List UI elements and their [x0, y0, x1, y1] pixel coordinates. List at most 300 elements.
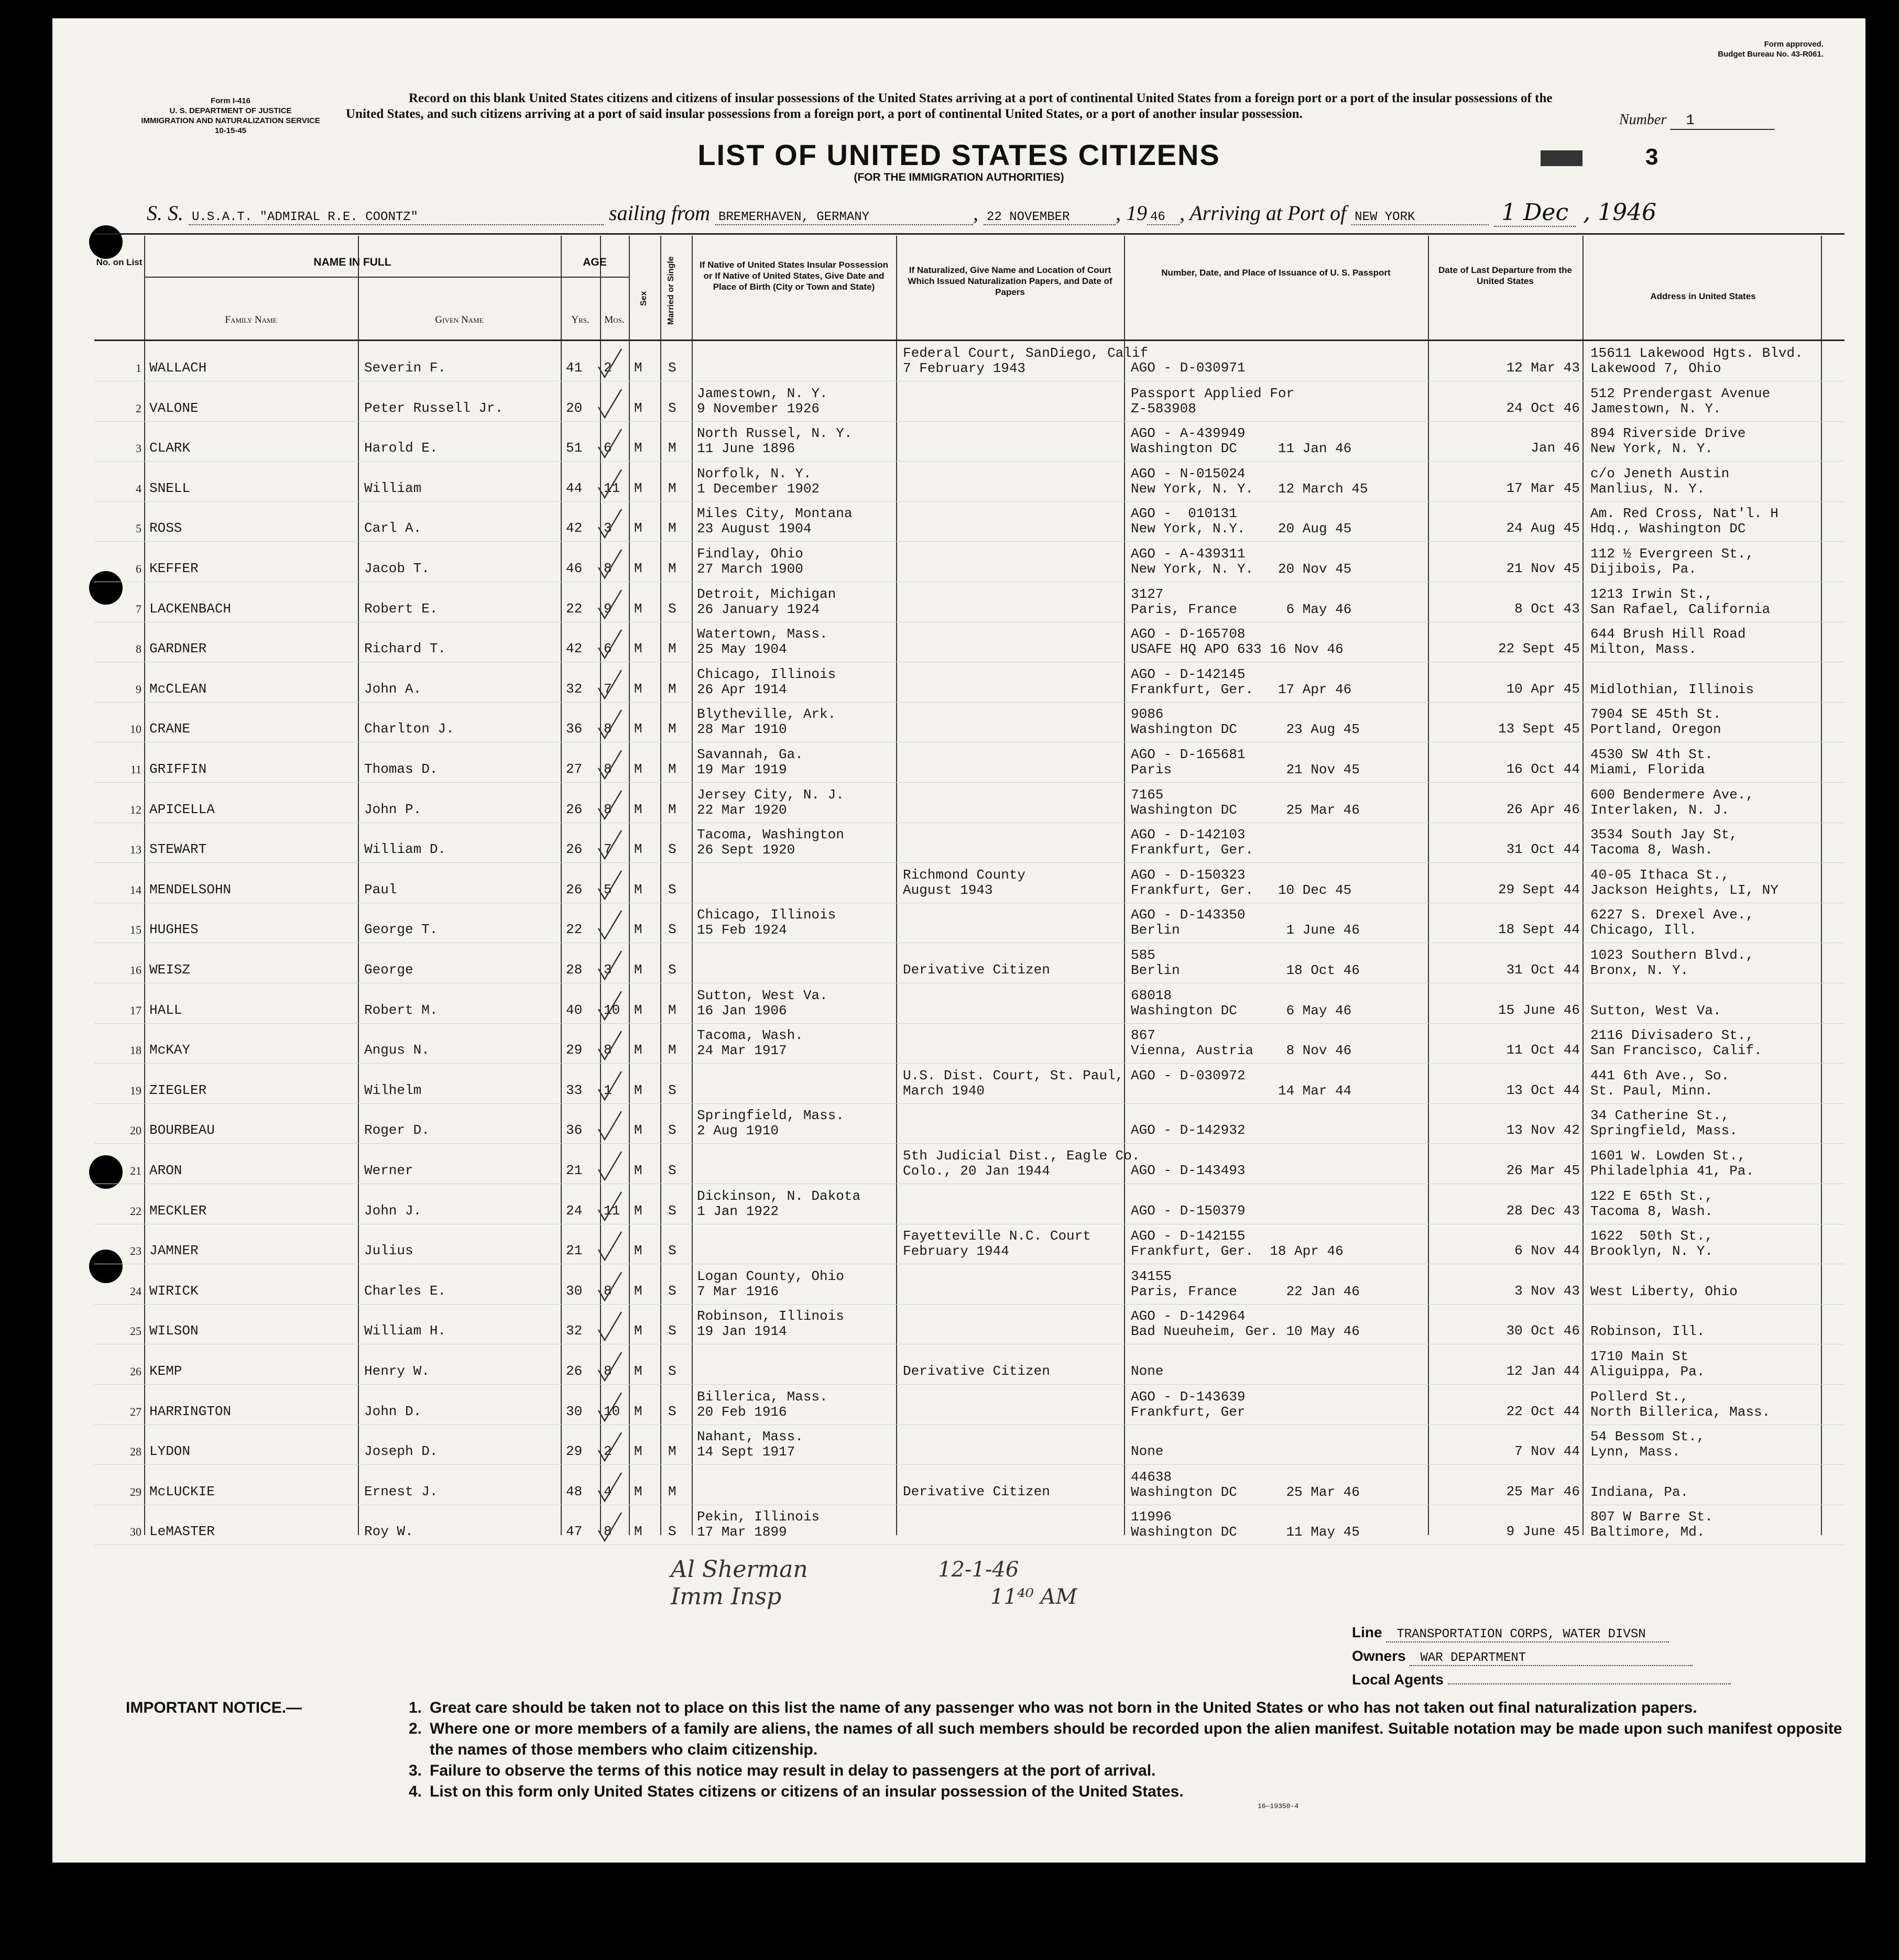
- cell-passport: AGO - D-143493: [1131, 1163, 1246, 1178]
- notice-item: 2. Where one or more members of a family are aliens, the names of all such members should be recorded upon the alien manifest. Suitable notation may be made upon such manifest opposite the names of those members who claim citizenship.: [409, 1720, 1842, 1758]
- table-row: [94, 1063, 1845, 1104]
- cell-ms: M: [668, 480, 676, 496]
- cell-no: 5: [136, 522, 141, 535]
- cell-natz: Richmond County August 1943: [903, 867, 1026, 898]
- cell-yrs: 41: [566, 360, 583, 376]
- voyage-line: S. S. U.S.A.T. "ADMIRAL R.E. COONTZ" sailing from BREMERHAVEN, GERMANY , 22 NOVEMBER , 19 46 , Arriving at Port of NEW YORK 1 Dec , 1946: [147, 199, 1824, 227]
- line-field: [1352, 1624, 1669, 1643]
- cell-ms: M: [668, 1443, 676, 1460]
- cell-ms: M: [668, 1042, 676, 1058]
- cell-yrs: 46: [566, 561, 583, 576]
- cell-given: William D.: [364, 841, 446, 858]
- cell-address: 4530 SW 4th St. Miami, Florida: [1590, 747, 1714, 778]
- cell-family: GRIFFIN: [149, 761, 207, 777]
- cell-address: 1213 Irwin St., San Rafael, California: [1590, 586, 1771, 617]
- cell-ms: M: [668, 520, 676, 536]
- check-mark-icon: [596, 990, 624, 1022]
- local-agents-label: Local Agents: [1352, 1671, 1444, 1688]
- check-mark-icon: [596, 790, 624, 821]
- page-title: LIST OF UNITED STATES CITIZENS: [697, 138, 1220, 171]
- cell-address: 1023 Southern Blvd., Bronx, N. Y.: [1590, 947, 1754, 978]
- cell-departure: 26 Mar 45: [1506, 1163, 1580, 1178]
- cell-birth: Miles City, Montana 23 August 1904: [697, 506, 853, 537]
- table-row: [94, 1264, 1845, 1305]
- cell-ms: S: [668, 1323, 676, 1339]
- ss-label: S. S.: [147, 201, 183, 225]
- cell-yrs: 24: [566, 1202, 583, 1219]
- cell-passport: 9086 Washington DC 23 Aug 45: [1131, 706, 1360, 738]
- cell-ms: S: [668, 1082, 676, 1098]
- cell-given: Paul: [364, 881, 397, 897]
- cell-yrs: 21: [566, 1163, 583, 1178]
- cell-departure: 22 Oct 44: [1506, 1403, 1580, 1419]
- cell-mos: 10: [604, 1002, 620, 1018]
- header-given-name: Given Name: [435, 314, 484, 325]
- intro-text: Record on this blank United States citizens and citizens of insular possessions of the United States arriving at a port of continental United States from a foreign port or a port of the insular possessions of the United States, and such citizens arriving at a port of said insular possessions from a foreign port, a port of continental United States, or a port of another insular possession.: [346, 91, 1553, 121]
- owners-label: Owners: [1352, 1648, 1406, 1664]
- cell-no: 27: [130, 1405, 141, 1418]
- cell-birth: Dickinson, N. Dakota 1 Jan 1922: [697, 1188, 861, 1219]
- arrival-port: NEW YORK: [1351, 210, 1489, 225]
- cell-sex: M: [634, 1363, 642, 1379]
- cell-passport: AGO - D-150379: [1131, 1202, 1246, 1219]
- cell-address: West Liberty, Ohio: [1590, 1283, 1738, 1299]
- cell-ms: S: [668, 600, 676, 617]
- table-row: [94, 341, 1845, 381]
- cell-address: Robinson, Ill.: [1590, 1323, 1705, 1340]
- check-mark-icon: [596, 669, 624, 700]
- cell-departure: Jan 46: [1531, 440, 1580, 456]
- cell-passport: AGO - D-142145 Frankfurt, Ger. 17 Apr 46: [1131, 666, 1352, 697]
- cell-mos: 9: [604, 600, 612, 617]
- cell-mos: 10: [604, 1403, 620, 1419]
- notice-item: 4. List on this form only United States citizens or citizens of an insular possession of the United States.: [409, 1783, 1184, 1800]
- cell-passport: AGO - D-142932: [1131, 1122, 1246, 1138]
- form-id-block: [100, 96, 362, 136]
- cell-mos: 8: [604, 721, 612, 737]
- cell-given: John P.: [364, 801, 422, 817]
- line-label: Line: [1352, 1624, 1382, 1640]
- cell-yrs: 20: [566, 400, 583, 416]
- cell-yrs: 30: [566, 1403, 583, 1419]
- cell-mos: 7: [604, 681, 612, 697]
- cell-ms: S: [668, 1283, 676, 1299]
- cell-ms: M: [668, 681, 676, 697]
- cell-birth: Jersey City, N. J. 22 Mar 1920: [697, 786, 844, 818]
- cell-no: 11: [130, 763, 141, 776]
- notice-list: [409, 1698, 1855, 1802]
- table-row: [94, 461, 1845, 502]
- form-number: Form I-416: [211, 96, 250, 105]
- cell-yrs: 44: [566, 480, 583, 496]
- cell-passport: AGO - D-030972 14 Mar 44: [1131, 1067, 1352, 1099]
- cell-birth: Blytheville, Ark. 28 Mar 1910: [697, 706, 836, 738]
- cell-natz: Derivative Citizen: [903, 1483, 1050, 1499]
- cell-address: 122 E 65th St., Tacoma 8, Wash.: [1590, 1188, 1714, 1219]
- cell-departure: 28 Dec 43: [1506, 1202, 1580, 1219]
- cell-birth: Norfolk, N. Y. 1 December 1902: [697, 465, 820, 497]
- cell-yrs: 33: [566, 1082, 583, 1098]
- cell-departure: 22 Sept 45: [1498, 641, 1580, 657]
- cell-given: Henry W.: [364, 1363, 430, 1379]
- cell-mos: 8: [604, 1524, 612, 1540]
- cell-mos: 8: [604, 761, 612, 777]
- cell-family: LACKENBACH: [149, 600, 232, 617]
- cell-yrs: 29: [566, 1042, 583, 1058]
- cell-departure: 31 Oct 44: [1506, 962, 1580, 978]
- cell-yrs: 32: [566, 681, 583, 697]
- check-mark-icon: [596, 1191, 624, 1222]
- table-row: [94, 1424, 1845, 1465]
- cell-family: GARDNER: [149, 641, 207, 657]
- cell-no: 21: [130, 1164, 141, 1177]
- cell-birth: Detroit, Michigan 26 January 1924: [697, 586, 836, 617]
- check-mark-icon: [596, 508, 624, 540]
- cell-no: 15: [130, 923, 141, 937]
- cell-yrs: 26: [566, 1363, 583, 1379]
- cell-given: Carl A.: [364, 520, 422, 536]
- cell-passport: 11996 Washington DC 11 May 45: [1131, 1509, 1360, 1540]
- cell-ms: S: [668, 360, 676, 376]
- cell-mos: 3: [604, 520, 612, 536]
- year-suffix: 46: [1147, 210, 1180, 225]
- cell-departure: 8 Oct 43: [1514, 600, 1580, 617]
- check-mark-icon: [596, 388, 624, 420]
- cell-no: 29: [130, 1485, 141, 1498]
- header-rule: [94, 233, 1845, 235]
- cell-sex: M: [634, 440, 642, 456]
- cell-no: 24: [130, 1284, 141, 1298]
- cell-address: 807 W Barre St. Baltimore, Md.: [1590, 1509, 1714, 1540]
- cell-departure: 3 Nov 43: [1514, 1283, 1580, 1299]
- check-mark-icon: [596, 1311, 624, 1342]
- cell-birth: Tacoma, Wash. 24 Mar 1917: [697, 1027, 803, 1059]
- cell-birth: Findlay, Ohio 27 March 1900: [697, 546, 803, 577]
- table-row: [94, 1143, 1845, 1184]
- cell-passport: None: [1131, 1363, 1164, 1379]
- cell-given: Thomas D.: [364, 761, 438, 777]
- notice-text: Great care should be taken not to place on this list the name of any passenger who was not born in the United States or who has not taken out final naturalization papers.: [430, 1699, 1697, 1716]
- table-row: [94, 1223, 1845, 1264]
- cell-birth: Billerica, Mass. 20 Feb 1916: [697, 1388, 828, 1420]
- approval-line: Form approved.: [1764, 40, 1824, 49]
- cell-passport: 3127 Paris, France 6 May 46: [1131, 586, 1352, 617]
- cell-natz: U.S. Dist. Court, St. Paul, March 1940: [903, 1067, 1124, 1099]
- owners-value: WAR DEPARTMENT: [1410, 1651, 1693, 1666]
- cell-passport: 585 Berlin 18 Oct 46: [1131, 947, 1360, 978]
- cell-natz: Fayetteville N.C. Court February 1944: [903, 1228, 1091, 1260]
- cell-birth: Sutton, West Va. 16 Jan 1906: [697, 987, 828, 1019]
- header-yrs: Yrs.: [571, 314, 590, 325]
- header-divider: [561, 277, 629, 278]
- cell-sex: M: [634, 801, 642, 817]
- cell-passport: AGO - A-439949 Washington DC 11 Jan 46: [1131, 425, 1352, 457]
- cell-sex: M: [634, 520, 642, 536]
- cell-family: STEWART: [149, 841, 207, 858]
- cell-family: SNELL: [149, 480, 191, 496]
- check-mark-icon: [596, 348, 624, 379]
- cell-given: Harold E.: [364, 440, 438, 456]
- cell-family: BOURBEAU: [149, 1122, 215, 1138]
- cell-yrs: 36: [566, 721, 583, 737]
- cell-passport: AGO - D-142103 Frankfurt, Ger.: [1131, 827, 1254, 858]
- cell-ms: S: [668, 841, 676, 858]
- cell-no: 18: [130, 1044, 141, 1057]
- cell-given: Robert E.: [364, 600, 438, 617]
- cell-mos: 7: [604, 841, 612, 858]
- cell-family: KEMP: [149, 1363, 182, 1379]
- cell-departure: 17 Mar 45: [1506, 480, 1580, 496]
- cell-birth: Tacoma, Washington 26 Sept 1920: [697, 827, 844, 858]
- cell-departure: 21 Nov 45: [1506, 561, 1580, 576]
- cell-yrs: 42: [566, 520, 583, 536]
- cell-family: WILSON: [149, 1323, 199, 1339]
- cell-family: McKAY: [149, 1042, 191, 1058]
- cell-given: Angus N.: [364, 1042, 430, 1058]
- cell-sex: M: [634, 761, 642, 777]
- line-value: TRANSPORTATION CORPS, WATER DIVSN: [1386, 1627, 1669, 1643]
- cell-sex: M: [634, 1122, 642, 1138]
- cell-address: 1622 50th St., Brooklyn, N. Y.: [1590, 1228, 1714, 1260]
- cell-passport: 34155 Paris, France 22 Jan 46: [1131, 1268, 1360, 1299]
- notice-text: List on this form only United States citizens or citizens of an insular possession of the United States.: [430, 1783, 1184, 1800]
- cell-departure: 7 Nov 44: [1514, 1443, 1580, 1460]
- table-row: [94, 662, 1845, 703]
- cell-departure: 31 Oct 44: [1506, 841, 1580, 858]
- cell-departure: 12 Jan 44: [1506, 1363, 1580, 1379]
- page-subtitle: (FOR THE IMMIGRATION AUTHORITIES): [854, 171, 1064, 183]
- cell-family: JAMNER: [149, 1243, 199, 1259]
- cell-sex: M: [634, 1163, 642, 1178]
- cell-ms: S: [668, 962, 676, 978]
- cell-yrs: 26: [566, 801, 583, 817]
- cell-family: HUGHES: [149, 922, 199, 938]
- table-row: [94, 1184, 1845, 1224]
- cell-given: John A.: [364, 681, 422, 697]
- year-prefix: , 19: [1116, 201, 1147, 225]
- inspector-signature: [671, 1556, 808, 1611]
- cell-address: 2116 Divisadero St., San Francisco, Calif.: [1590, 1027, 1762, 1059]
- cell-ms: S: [668, 1122, 676, 1138]
- notice-item: 1. Great care should be taken not to place on this list the name of any passenger who was not born in the United States or who has not taken out final naturalization papers.: [409, 1699, 1697, 1716]
- table-row: [94, 822, 1845, 863]
- cell-address: 1601 W. Lowden St., Philadelphia 41, Pa.: [1590, 1148, 1754, 1179]
- cell-natz: Federal Court, SanDiego, Calif 7 February 1943: [903, 345, 1149, 376]
- cell-family: McLUCKIE: [149, 1483, 215, 1499]
- cell-no: 26: [130, 1365, 141, 1378]
- cell-given: Richard T.: [364, 641, 446, 657]
- cell-sex: M: [634, 1243, 642, 1259]
- passenger-ledger: [94, 236, 1845, 1540]
- cell-address: 600 Bendermere Ave., Interlaken, N. J.: [1590, 786, 1754, 818]
- cell-mos: 3: [604, 962, 612, 978]
- header-departure: Date of Last Departure from the United States: [1438, 265, 1573, 286]
- check-mark-icon: [596, 1351, 624, 1383]
- cell-address: 894 Riverside Drive New York, N. Y.: [1590, 425, 1746, 457]
- header-address: Address in United States: [1650, 291, 1756, 301]
- table-row: [94, 541, 1845, 582]
- cell-no: 14: [130, 883, 141, 896]
- cell-yrs: 32: [566, 1323, 583, 1339]
- cell-passport: 7165 Washington DC 25 Mar 46: [1131, 786, 1360, 818]
- cell-birth: Chicago, Illinois 15 Feb 1924: [697, 907, 836, 938]
- cell-no: 25: [130, 1324, 141, 1338]
- cell-given: John D.: [364, 1403, 422, 1419]
- cell-sex: M: [634, 600, 642, 617]
- header-age: AGE: [583, 256, 607, 268]
- cell-ms: S: [668, 922, 676, 938]
- cell-no: 23: [130, 1244, 141, 1258]
- check-mark-icon: [596, 468, 624, 500]
- cell-no: 12: [130, 803, 141, 816]
- cell-no: 10: [130, 722, 141, 736]
- cell-family: ZIEGLER: [149, 1082, 207, 1098]
- cell-address: c/o Jeneth Austin Manlius, N. Y.: [1590, 465, 1730, 497]
- cell-given: John J.: [364, 1202, 422, 1219]
- cell-address: 512 Prendergast Avenue Jamestown, N. Y.: [1590, 385, 1771, 417]
- cell-sex: M: [634, 360, 642, 376]
- cell-passport: 68018 Washington DC 6 May 46: [1131, 987, 1352, 1019]
- cell-ms: M: [668, 761, 676, 777]
- table-row: [94, 621, 1845, 662]
- manifest-page: [52, 18, 1865, 1863]
- cell-birth: North Russel, N. Y. 11 June 1896: [697, 425, 853, 457]
- cell-family: VALONE: [149, 400, 199, 416]
- cell-family: LYDON: [149, 1443, 191, 1460]
- sheet-value: 3: [1645, 144, 1658, 170]
- cell-sex: M: [634, 480, 642, 496]
- table-row: [94, 1023, 1845, 1064]
- cell-departure: 15 June 46: [1498, 1002, 1580, 1018]
- cell-yrs: 27: [566, 761, 583, 777]
- cell-departure: 24 Oct 46: [1506, 400, 1580, 416]
- cell-yrs: 36: [566, 1122, 583, 1138]
- cell-no: 6: [136, 562, 141, 575]
- cell-yrs: 29: [566, 1443, 583, 1460]
- cell-natz: Derivative Citizen: [903, 962, 1050, 978]
- cell-yrs: 48: [566, 1483, 583, 1499]
- check-mark-icon: [596, 1392, 624, 1423]
- check-mark-icon: [596, 629, 624, 660]
- cell-sex: M: [634, 561, 642, 576]
- cell-yrs: 21: [566, 1243, 583, 1259]
- cell-family: HARRINGTON: [149, 1403, 232, 1419]
- cell-no: 8: [136, 642, 141, 656]
- cell-no: 22: [130, 1204, 141, 1218]
- cell-address: Indiana, Pa.: [1590, 1484, 1689, 1500]
- cell-given: Peter Russell Jr.: [364, 400, 504, 416]
- departure-date: 22 NOVEMBER: [984, 210, 1116, 225]
- cell-ms: S: [668, 1524, 676, 1540]
- notice-item: 3. Failure to observe the terms of this notice may result in delay to passengers at the port of arrival.: [409, 1762, 1156, 1779]
- table-row: [94, 421, 1845, 462]
- table-row: [94, 381, 1845, 422]
- cell-ms: S: [668, 1202, 676, 1219]
- cell-ms: S: [668, 1243, 676, 1259]
- cell-ms: M: [668, 440, 676, 456]
- check-mark-icon: [596, 709, 624, 740]
- cell-no: 30: [130, 1525, 141, 1539]
- cell-mos: 6: [604, 440, 612, 456]
- cell-yrs: 22: [566, 922, 583, 938]
- notice-text: Where one or more members of a family are aliens, the names of all such members should be recorded upon the alien manifest. Suitable notation may be made upon such manifest opposite the names of those members who claim citizenship.: [430, 1720, 1842, 1758]
- cell-given: Joseph D.: [364, 1443, 438, 1460]
- cell-mos: 8: [604, 1042, 612, 1058]
- cell-sex: M: [634, 1283, 642, 1299]
- cell-no: 17: [130, 1003, 141, 1017]
- cell-passport: AGO - N-015024 New York, N. Y. 12 March 45: [1131, 465, 1368, 497]
- check-mark-icon: [596, 549, 624, 580]
- table-row: [94, 742, 1845, 783]
- cell-given: Charlton J.: [364, 721, 454, 737]
- cell-address: 7904 SE 45th St. Portland, Oregon: [1590, 706, 1721, 738]
- cell-given: Roy W.: [364, 1524, 413, 1540]
- cell-passport: AGO - D-142964 Bad Nueuheim, Ger. 10 May 46: [1131, 1308, 1360, 1340]
- header-family-name: Family Name: [225, 314, 277, 325]
- owners-field: [1352, 1648, 1693, 1666]
- cell-departure: 6 Nov 44: [1514, 1243, 1580, 1259]
- cell-passport: AGO - D-150323 Frankfurt, Ger. 10 Dec 45: [1131, 867, 1352, 898]
- cell-yrs: 42: [566, 641, 583, 657]
- check-mark-icon: [596, 749, 624, 781]
- check-mark-icon: [596, 1070, 624, 1102]
- header-sex: Sex: [639, 291, 648, 306]
- notice-text: Failure to observe the terms of this notice may result in delay to passengers at the port of arrival.: [430, 1762, 1156, 1779]
- cell-no: 16: [130, 963, 141, 977]
- cell-family: WEISZ: [149, 962, 191, 978]
- cell-departure: 10 Apr 45: [1506, 681, 1580, 697]
- ship-name: U.S.A.T. "ADMIRAL R.E. COONTZ": [189, 210, 604, 225]
- cell-mos: 1: [604, 1082, 612, 1098]
- cell-mos: 8: [604, 1363, 612, 1379]
- cell-ms: M: [668, 1483, 676, 1499]
- cell-given: Roger D.: [364, 1122, 430, 1138]
- cell-yrs: 51: [566, 440, 583, 456]
- check-mark-icon: [596, 1271, 624, 1302]
- cell-mos: 2: [604, 1443, 612, 1460]
- check-mark-icon: [596, 910, 624, 941]
- cell-departure: 13 Oct 44: [1506, 1082, 1580, 1098]
- inspection-datetime: [938, 1556, 1077, 1611]
- cell-birth: Springfield, Mass. 2 Aug 1910: [697, 1108, 844, 1139]
- cell-sex: M: [634, 1483, 642, 1499]
- cell-address: 54 Bessom St., Lynn, Mass.: [1590, 1429, 1705, 1460]
- cell-mos: 8: [604, 561, 612, 576]
- table-row: [94, 1103, 1845, 1144]
- cell-birth: Savannah, Ga. 19 Mar 1919: [697, 747, 803, 778]
- cell-departure: 13 Sept 45: [1498, 721, 1580, 737]
- check-mark-icon: [596, 1151, 624, 1182]
- cell-sex: M: [634, 641, 642, 657]
- cell-sex: M: [634, 841, 642, 858]
- cell-departure: 11 Oct 44: [1506, 1042, 1580, 1058]
- cell-yrs: 40: [566, 1002, 583, 1018]
- cell-departure: 26 Apr 46: [1506, 801, 1580, 817]
- table-row: [94, 983, 1845, 1024]
- cell-family: APICELLA: [149, 801, 215, 817]
- cell-family: HALL: [149, 1002, 182, 1018]
- cell-no: 20: [130, 1124, 141, 1137]
- cell-no: 7: [136, 602, 141, 616]
- cell-ms: M: [668, 1002, 676, 1018]
- approval-note: [1718, 39, 1824, 59]
- cell-given: Severin F.: [364, 360, 446, 376]
- cell-ms: S: [668, 1163, 676, 1178]
- cell-given: George: [364, 962, 413, 978]
- table-row: [94, 702, 1845, 742]
- cell-sex: M: [634, 922, 642, 938]
- cell-no: 19: [130, 1083, 141, 1097]
